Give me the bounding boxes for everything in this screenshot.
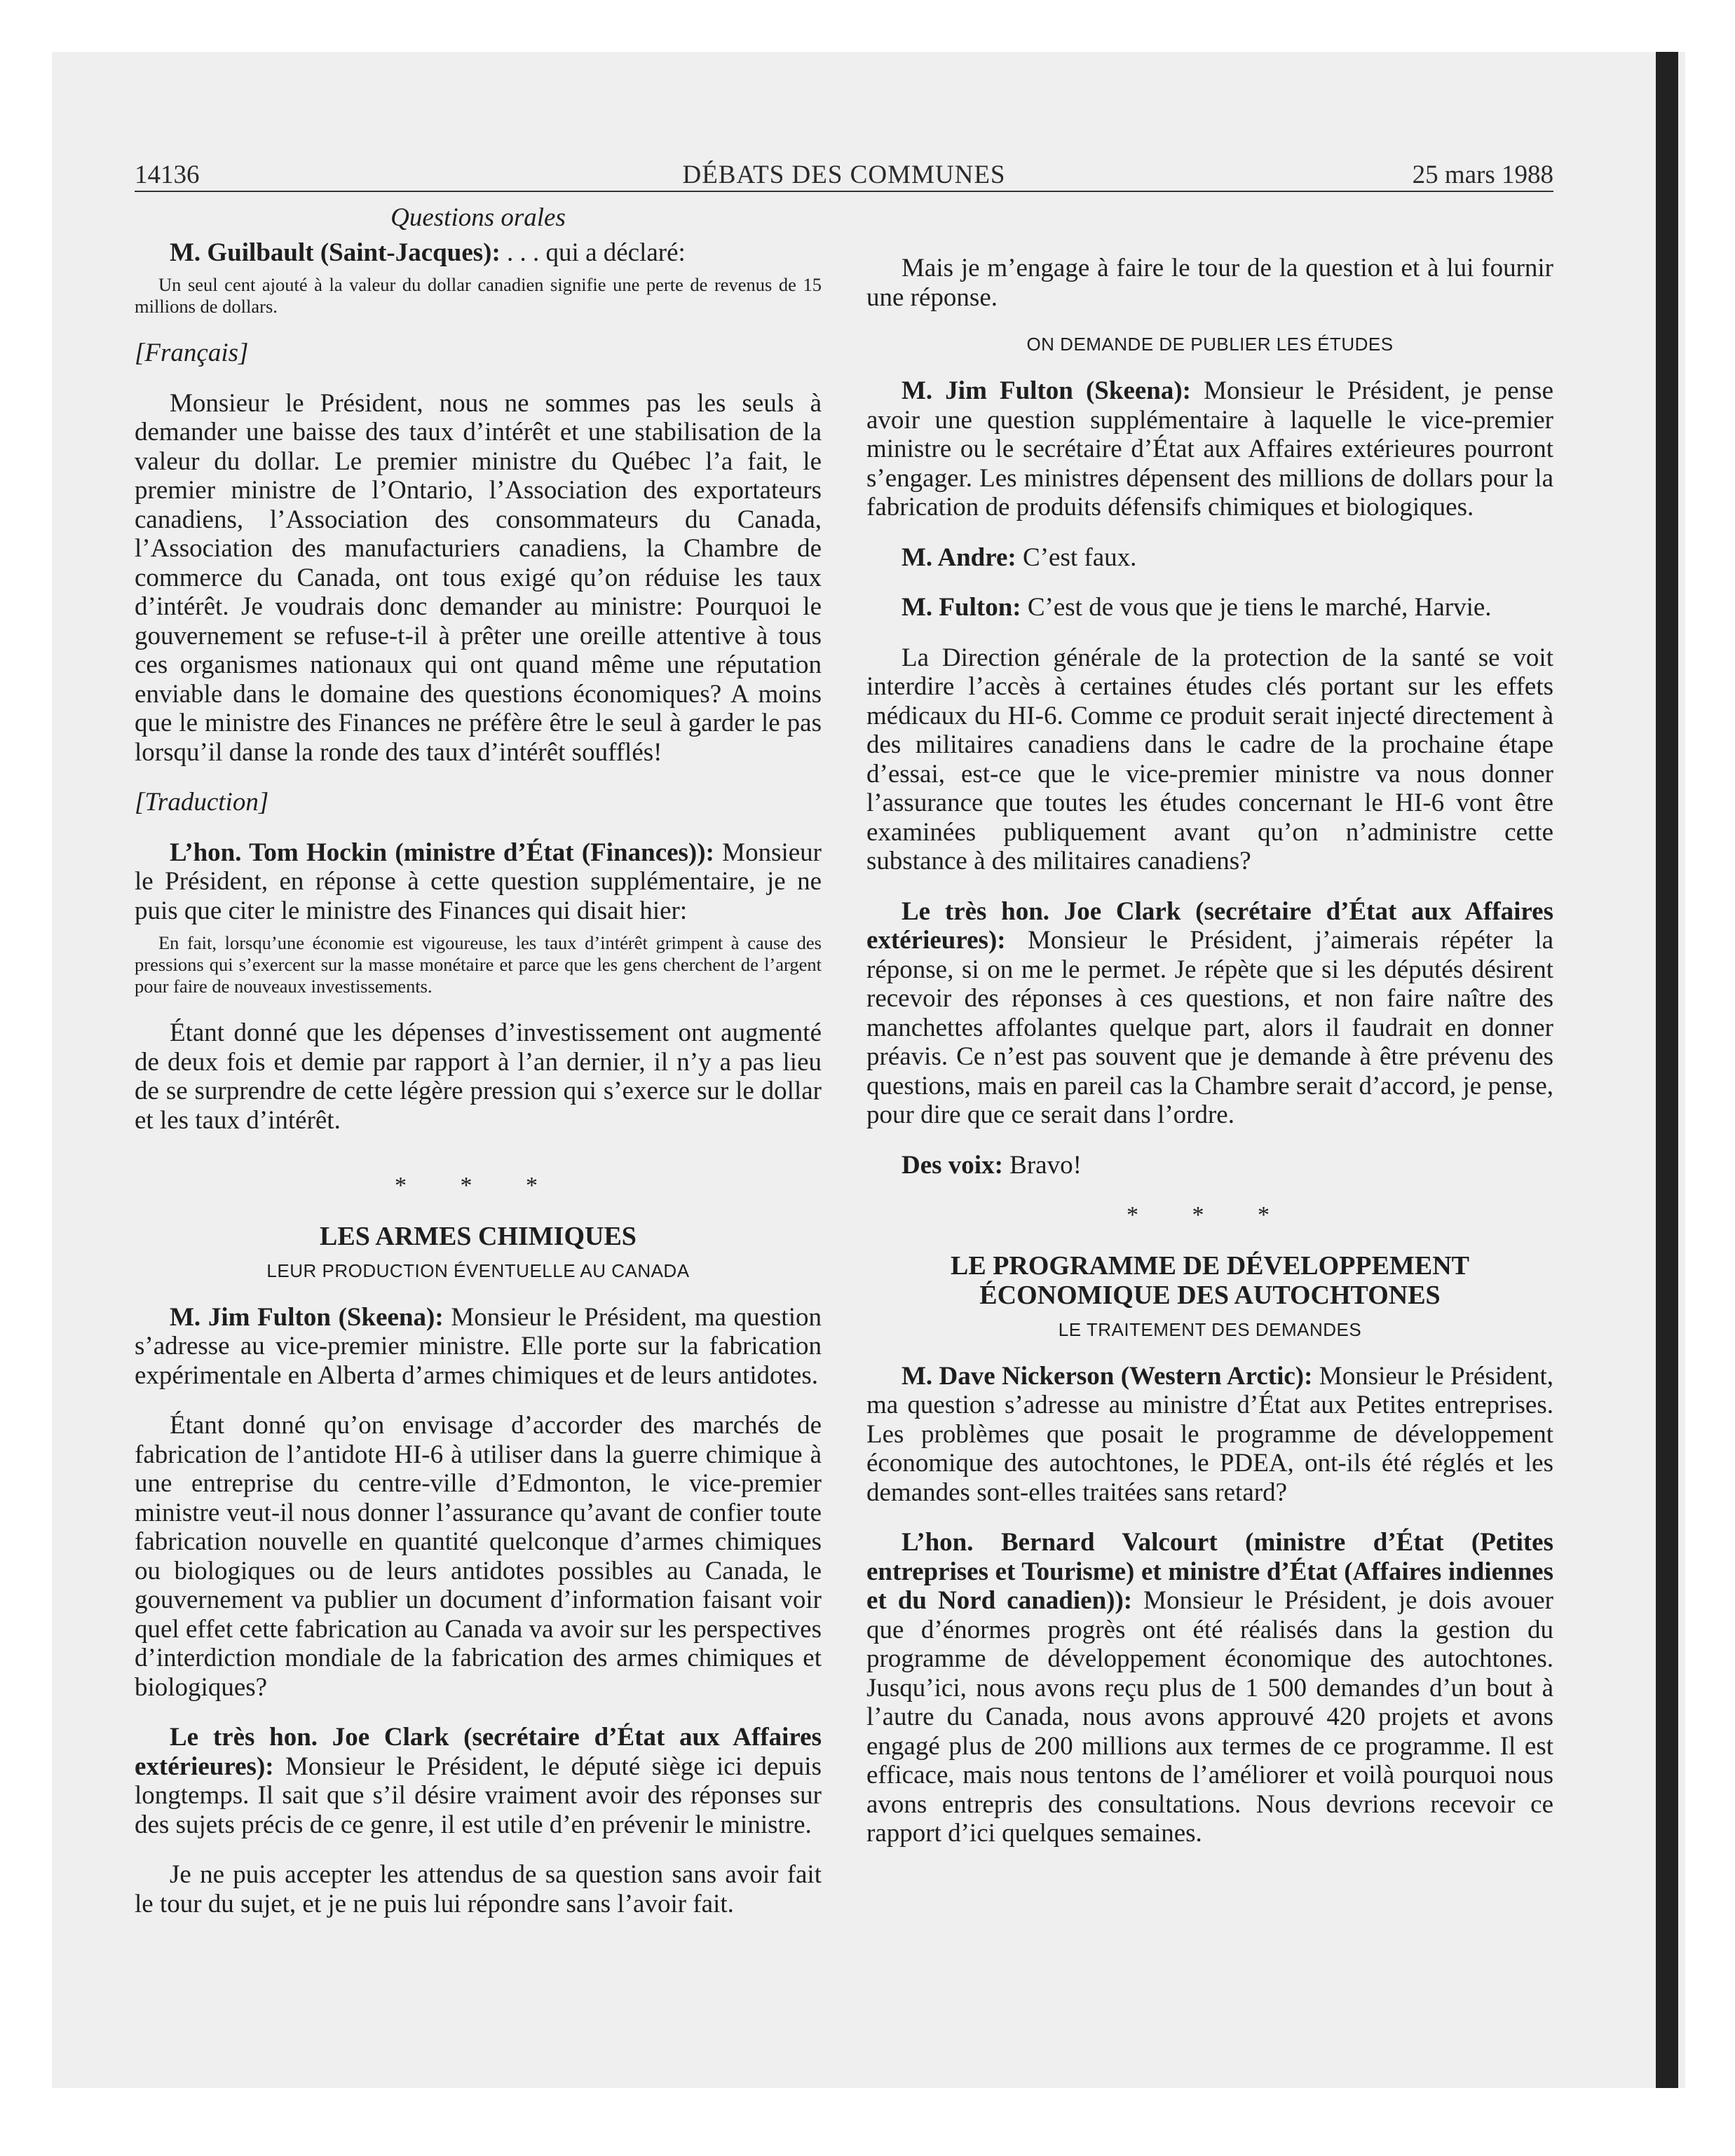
section-separator: * * *	[395, 1173, 562, 1199]
paragraph	[135, 838, 822, 926]
paragraph	[135, 1723, 822, 1839]
quoted-text: Un seul cent ajouté à la valeur du dollar canadien signifie une perte de revenus de 15 millions de dollars.	[135, 274, 822, 317]
paragraph	[866, 593, 1553, 622]
right-column	[866, 254, 1553, 1848]
speaker-name: L’hon. Tom Hockin (ministre d’État (Finances)):	[170, 838, 714, 867]
page-header	[135, 160, 1553, 195]
section-heading-line-1: LE PROGRAMME DE DÉVELOPPEMENT	[951, 1250, 1469, 1281]
paragraph-text: Monsieur le Président, ma question s’adresse au vice-premier ministre. Elle porte sur la fabrication expérimentale en Alberta d’armes chimiques et de leurs antidotes.	[135, 1302, 822, 1390]
scan-edge-bar	[1656, 52, 1678, 2088]
paragraph	[866, 376, 1553, 522]
speaker-name: M. Jim Fulton (Skeena):	[901, 376, 1192, 405]
paragraph: Je ne puis accepter les attendus de sa question sans avoir fait le tour du sujet, et je ne puis lui répondre sans l’avoir fait.	[135, 1860, 822, 1918]
section-subheading: ON DEMANDE DE PUBLIER LES ÉTUDES	[1026, 334, 1394, 355]
section-subheading: LEUR PRODUCTION ÉVENTUELLE AU CANADA	[266, 1260, 690, 1281]
header-rule	[135, 191, 1553, 192]
paragraph-text: . . . qui a déclaré:	[500, 238, 686, 267]
page-date: 25 mars 1988	[1412, 161, 1553, 189]
paragraph	[135, 1303, 822, 1391]
paragraph	[866, 1362, 1553, 1508]
paragraph	[866, 897, 1553, 1130]
paragraph-text: Monsieur le Président, je dois avouer que d’énormes progrès ont été réalisés dans la gestion du programme de développement économique des autochtones. Jusqu’ici, nous avons reçu plus de 1 500 demandes d’un bout à l’autre du Canada, nous avons approuvé 420 projets et avons engagé plus de 200 millions aux termes de ce programme. Il est efficace, mais nous tentons de l’améliorer et voilà pourquoi nous avons entrepris des consultations. Nous devrions recevoir ce rapport d’ici quelques semaines.	[866, 1586, 1553, 1848]
paragraph-text: Monsieur le Président, j’aimerais répéter la réponse, si on me le permet. Je répète que si les députés désirent recevoir des réponses à ces questions, et non faire naître des manchettes affolantes quelque part, alors il faudrait en donner préavis. Ce n’est pas souvent que je demande à être prévenu des questions, mais en pareil cas la Chambre serait d’accord, je pense, pour dire que ce serait dans l’ordre.	[866, 926, 1553, 1129]
paragraph: Monsieur le Président, nous ne sommes pas les seuls à demander une baisse des taux d’intérêt et une stabilisation de la valeur du dollar. Le premier ministre du Québec l’a fait, le premier ministre de l’Ontario, l’Association des exportateurs canadiens, l’Association des consommateurs du Canada, l’Association des manufacturiers canadiens, la Chambre de commerce du Canada, ont tous exigé qu’on réduise les taux d’intérêt. Je voudrais donc demander au ministre: Pourquoi le gouvernement se refuse-t-il à prêter une oreille attentive à tous ces organismes nationaux qui ont quand même une réputation enviable dans le domaine des questions économiques? A moins que le ministre des Finances ne préfère être le seul à garder le pas lorsqu’il danse la ronde des taux d’intérêt soufflés!	[135, 388, 822, 767]
paragraph	[866, 543, 1553, 573]
paragraph: Mais je m’engage à faire le tour de la question et à lui fournir une réponse.	[866, 254, 1553, 312]
paragraph-text: Monsieur le Président, ma question s’adresse au ministre d’État aux Petites entreprises. Les problèmes que posait le programme de développement économique des autochtones, le PDEA, ont-ils été réglés et les demandes sont-elles traitées sans retard?	[866, 1361, 1553, 1507]
paragraph	[866, 1151, 1553, 1180]
publication-title: DÉBATS DES COMMUNES	[682, 161, 1006, 189]
speaker-name: M. Andre:	[901, 543, 1016, 572]
speaker-name: M. Jim Fulton (Skeena):	[170, 1302, 444, 1332]
paragraph-text: Bravo!	[1002, 1150, 1082, 1180]
section-separator: * * *	[1127, 1202, 1293, 1228]
paragraph	[135, 238, 822, 268]
paragraph-text: Monsieur le Président, le député siège ici depuis longtemps. Il sait que s’il désire vraiment avoir des réponses sur des sujets précis de ce genre, il est utile d’en prévenir le ministre.	[135, 1752, 822, 1839]
paragraph: Étant donné qu’on envisage d’accorder des marchés de fabrication de l’antidote HI-6 à utiliser dans la guerre chimique à une entreprise du centre-ville d’Edmonton, le vice-premier ministre veut-il nous donner l’assurance qu’avant de confier toute fabrication nouvelle en quantité quelconque d’armes chimiques ou biologiques ou de leurs antidotes possibles au Canada, le gouvernement va publier un document d’information faisant voir quel effet cette fabrication au Canada va avoir sur les perspectives d’interdiction mondiale de la fabrication des armes chimiques et biologiques?	[135, 1411, 822, 1702]
speaker-name: Le très hon. Joe Clark (secrétaire d’État aux Affaires extérieures):	[135, 1723, 822, 1781]
language-marker: [Traduction]	[135, 788, 269, 817]
quoted-text: En fait, lorsqu’une économie est vigoureuse, les taux d’intérêt grimpent à cause des pressions qui s’exercent sur la masse monétaire et parce que les gens cherchent de l’argent pour faire de nouveaux investissements.	[135, 932, 822, 997]
speaker-name: M. Guilbault (Saint-Jacques):	[170, 238, 501, 267]
speaker-name: Des voix:	[901, 1150, 1003, 1180]
section-heading: LES ARMES CHIMIQUES	[320, 1221, 637, 1251]
speaker-name: Le très hon. Joe Clark (secrétaire d’État aux Affaires extérieures):	[866, 896, 1553, 955]
paragraph: Étant donné que les dépenses d’investissement ont augmenté de deux fois et demie par rapport à l’an dernier, il n’y a pas lieu de se surprendre de cette légère pression qui s’exerce sur le dollar et les taux d’intérêt.	[135, 1018, 822, 1135]
section-label: Questions orales	[390, 203, 566, 232]
paragraph-text: Monsieur le Président, je pense avoir une question supplémentaire à laquelle le vice-premier ministre ou le secrétaire d’État aux Affaires extérieures pourront s’engager. Les ministres dépensent des millions de dollars pour la fabrication de produits défensifs chimiques et biologiques.	[866, 376, 1553, 521]
page-number: 14136	[135, 161, 200, 189]
language-marker: [Français]	[135, 339, 249, 367]
paragraph	[866, 1528, 1553, 1848]
speaker-name: L’hon. Bernard Valcourt (ministre d’État (Petites entreprises et Tourisme) et ministre d’État (Affaires indiennes et du Nord canadien)):	[866, 1528, 1553, 1615]
speaker-name: M. Dave Nickerson (Western Arctic):	[901, 1361, 1313, 1391]
left-column	[135, 203, 822, 1918]
paragraph-text: C’est faux.	[1016, 543, 1137, 572]
section-subheading: LE TRAITEMENT DES DEMANDES	[1058, 1318, 1362, 1340]
paragraph-text: C’est de vous que je tiens le marché, Harvie.	[1021, 593, 1492, 622]
section-heading-line-2: ÉCONOMIQUE DES AUTOCHTONES	[979, 1280, 1441, 1310]
paragraph: La Direction générale de la protection de la santé se voit interdire l’accès à certaines études clés portant sur les effets médicaux du HI-6. Comme ce produit serait injecté directement à des militaires canadiens dans le cadre de la prochaine étape d’essai, est-ce que le vice-premier ministre va nous donner l’assurance que toutes les études concernant le HI-6 vont être examinées publiquement avant qu’on n’administre cette substance à des militaires canadiens?	[866, 643, 1553, 875]
paragraph-text: Monsieur le Président, en réponse à cette question supplémentaire, je ne puis que citer le ministre des Finances qui disait hier:	[135, 838, 822, 925]
speaker-name: M. Fulton:	[901, 593, 1021, 622]
